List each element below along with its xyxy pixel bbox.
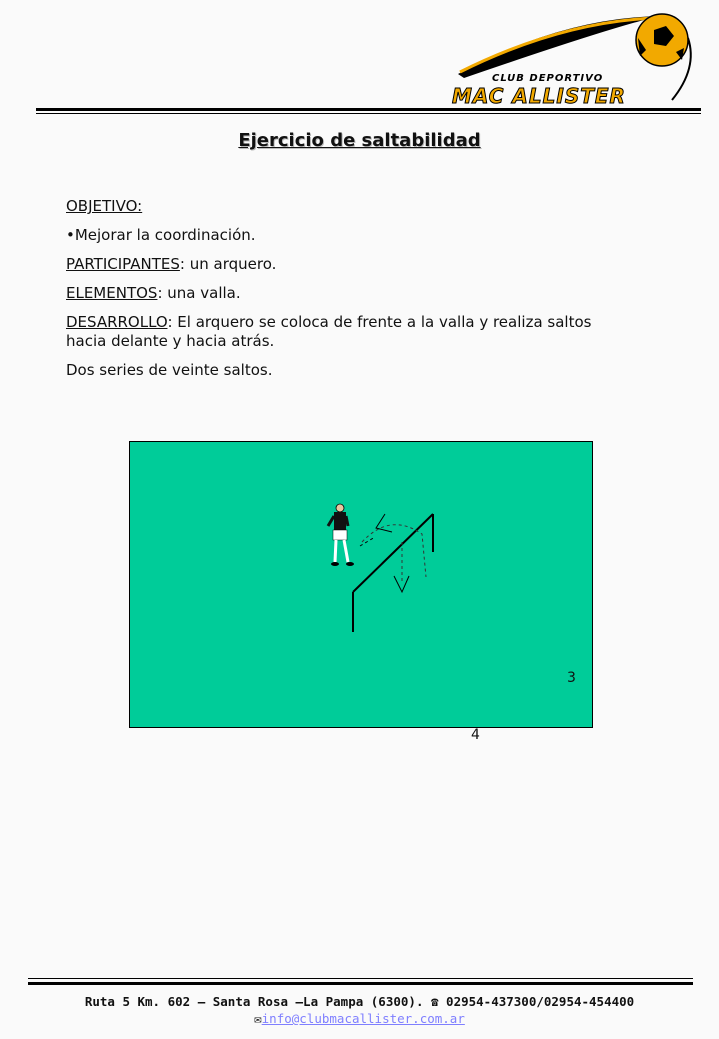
exercise-description: [66, 197, 626, 390]
club-logo: [440, 8, 705, 108]
goalkeeper-icon: [328, 504, 354, 566]
exercise-diagram: [129, 441, 593, 728]
email-link[interactable]: info@clubmacallister.com.ar: [261, 1011, 465, 1026]
page-number: 4: [471, 727, 480, 743]
mail-icon: ✉: [254, 1011, 262, 1026]
logo-subtitle: CLUB DEPORTIVO: [492, 73, 604, 84]
participants-text: : un arquero.: [179, 255, 277, 273]
footer-email-line: [0, 1010, 719, 1027]
footer-address: Ruta 5 Km. 602 – Santa Rosa –La Pampa (6300). ☎ 02954-437300/02954-454400: [84, 994, 635, 1009]
series-text: Dos series de veinte saltos.: [66, 361, 273, 379]
participants-heading: PARTICIPANTES: [66, 255, 180, 273]
development-text: : El arquero se coloca de frente a la valla y realiza saltos hacia delante y hacia atrás.: [66, 313, 592, 350]
header-rule-top: [36, 108, 701, 111]
hurdle-icon: [353, 514, 433, 632]
page-title: Ejercicio de saltabilidad: [238, 130, 481, 151]
diagram-drawing: [130, 442, 592, 727]
elements-text: : una valla.: [157, 284, 241, 302]
development-heading: DESARROLLO: [66, 313, 168, 331]
logo-name: MAC ALLISTER: [452, 84, 626, 108]
header-rule-bottom: [36, 113, 701, 114]
footer-rule-bottom: [28, 982, 693, 985]
elements-heading: ELEMENTOS: [66, 284, 158, 302]
footer: [0, 993, 719, 1027]
footer-rule-top: [28, 978, 693, 979]
diagram-number-3: 3: [567, 670, 576, 686]
objective-item: •Mejorar la coordinación.: [66, 226, 256, 244]
objective-heading: OBJETIVO:: [66, 197, 143, 215]
